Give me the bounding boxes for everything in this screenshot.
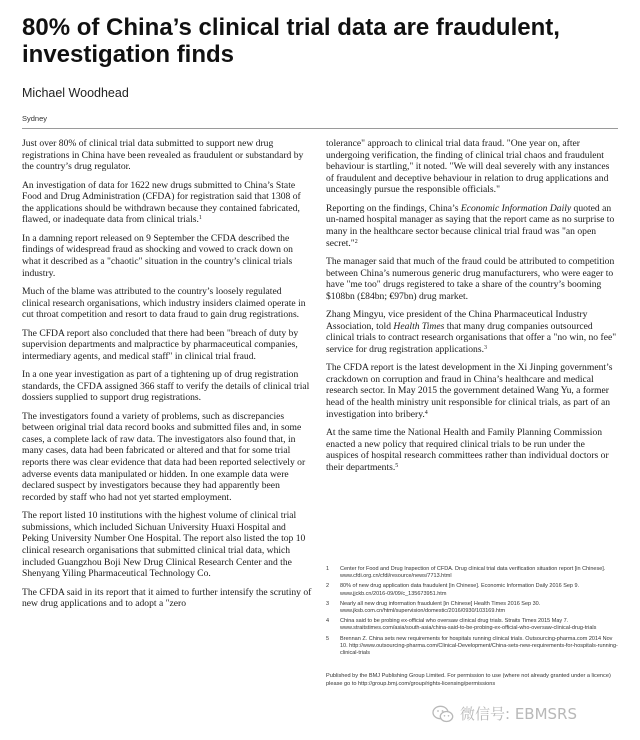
left-column [22,138,312,617]
citation-marker: 2 [354,238,358,245]
reference-item: 4 China said to be probing ex-official who oversaw clinical drug trials. Straits Times 2015 May 7. www.straitstimes.com/asia/south-asia/china-said-to-be-probing-ex-official-who-oversaw-clinical-drug-trials [326,618,597,632]
watermark-text: 微信号: EBMSRS [460,705,577,723]
reference-item: 1 Center for Food and Drug Inspection of CFDA. Drug clinical trial data verification situation report [in Chinese]. www.cfdi.org.cn/cfdi/resource/news/7713.html [326,566,606,580]
citation-marker: 5 [395,462,399,469]
citation-marker: 4 [424,409,428,416]
author-location: Sydney [22,114,48,123]
paragraph: Reporting on the findings, China’s Economic Information Daily quoted an un-named hospital manager as saying that the report came as no surprise to many in the healthcare sector because clinical trial fraud was "an open secret."$^2$ [326,202,615,249]
paragraph: In a one year investigation as part of a tightening up of drug registration standards, the CFDA assigned 366 staff to verify the details of clinical trial dossiers supplied to support drug registrations. [22,369,310,404]
author-name: Michael Woodhead [22,86,129,100]
wechat-icon [432,705,454,723]
wechat-watermark [432,703,577,724]
reference-item: 5 Brennan Z. China sets new requirements for hospitals running clinical trials. Outsourcing-pharma.com 2014 Nov 10. http://www.outsourcing-pharma.com/Clinical-Development/China-sets-new-requirements-for-hospitals-running-clinical-trials [326,635,618,657]
paragraph: Much of the blame was attributed to the country’s loosely regulated clinical research organisations, which industry insiders claimed operate in cut throat competition and resort to data fraud to gain drug registrations. [22,285,306,321]
citation-marker: 3 [483,344,487,351]
paragraph: The CFDA report also concluded that there had been "breach of duty by supervision departments and malpractice by pharmaceutical companies, intermediary agents, and medical staff" in clinical trial fraud. [22,327,299,362]
right-column [326,138,618,480]
paragraph: The CFDA said in its report that it aimed to further intensify the scrutiny of new drug applications and to adopt a "zero [22,586,312,610]
paragraph: The CFDA report is the latest development in the Xi Jinping government’s crackdown on corruption and fraud in China’s healthcare and medical research sector. In May 2015 the government detained Wang Yu, a former head of the health ministry unit responsible for clinical trials, as part of an investigation into bribery.$^4$ [326,362,613,420]
paragraph: The manager said that much of the fraud could be attributed to competition between China’s numerous generic drug manufacturers, who were eager to have "me too" drugs registered to take a share of the country’s booming $108bn (£84bn; €97bn) drug market. [326,255,615,302]
article-title: 80% of China’s clinical trial data are fraudulent, investigation finds [22,14,560,68]
reference-list [326,566,618,660]
paragraph: tolerance" approach to clinical trial data fraud. "One year on, after undergoing verification, the finding of clinical trial chaos and fraudulent behaviour is startling," it noted. "We will deal severely with any instances of fraudulent and deceptive behaviour in relation to drug applications and unceasingly pursue the responsible officials." [326,138,610,196]
publication-name: Health Times [393,320,445,332]
paragraph: Zhang Mingyu, vice president of the China Pharmaceutical Industry Association, told Health Times that many drug companies outsourced clinical trials to contract research organisations that offer a "no win, no fee" service for drug registration applications.$^3$ [326,309,617,355]
paragraph: The investigators found a variety of problems, such as discrepancies between original trial data record books and submitted files and, in some cases, a complete lack of raw data. The investigators also found that, in many cases, data had been fabricated or altered and that for some trial reports there was clear evidence that data had been reported selectively or adverse events data manipulated or hidden. In one example data were declared suspect by investigators because they had apparently been recorded by staff who had not yet started employment. [22,410,306,503]
reference-item: 2 80% of new drug application data fraudulent [in Chinese]. Economic Information Daily 2016 Sep 9. www.jjckb.cn/2016-09/09/c_135673951.htm [326,583,580,597]
header-divider [22,128,618,129]
reference-item: 3 Nearly all new drug information fraudulent [in Chinese] Health Times 2016 Sep 30. www.jksb.com.cn/html/supervision/domestic/2016/0930/103169.htm [326,600,541,615]
citation-marker: 1 [198,215,202,222]
publisher-note: Published by the BMJ Publishing Group Limited. For permission to use (where not already granted under a licence) please go to http://group.bmj.com/group/rights-licensing/permissions [326,673,611,688]
paragraph: An investigation of data for 1622 new drugs submitted to China’s State Food and Drug Administration (CFDA) for registration said that 1308 of the applications should be withdrawn because they contained fabricated, flawed, or inadequate data from clinical trials.$^1$ [22,179,301,226]
paragraph: In a damning report released on 9 September the CFDA described the findings of widespread fraud as shocking and vowed to crack down on what it described as a "chaotic" situation in the country’s clinical trials industry. [22,232,293,279]
publication-name: Economic Information Daily [460,202,572,214]
paragraph: At the same time the National Health and Family Planning Commission enacted a new policy that required clinical trials to be run under the auspices of hospital research committees rather than individual doctors or their departments.$^5$ [326,427,609,473]
paragraph: Just over 80% of clinical trial data submitted to support new drug registrations in China have been revealed as fraudulent or substandard by the country’s drug regulator. [22,138,304,173]
paragraph: The report listed 10 institutions with the highest volume of clinical trial submissions, which included Sichuan University Huaxi Hospital and Peking University Number One Hospital. The report also listed the top 10 clinical research organisations that submitted clinical trial data, which included Guangzhou Boji New Drug Clinical Research Center and the Shenyang Yiling Pharmaceutical Technology Co. [22,510,306,580]
